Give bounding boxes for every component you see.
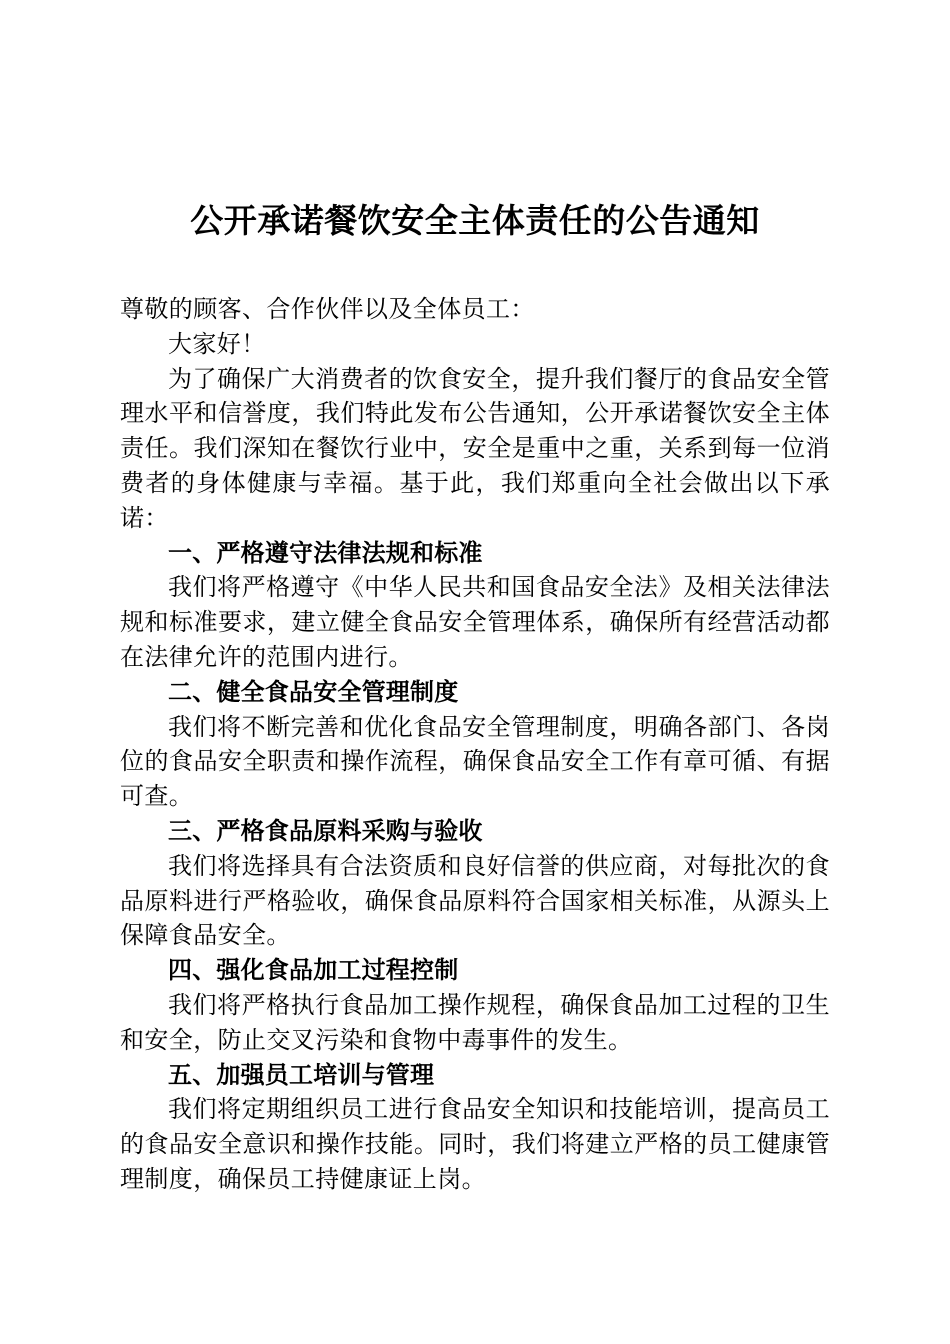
section-heading-3: 三、严格食品原料采购与验收: [168, 816, 483, 845]
greeting: 大家好！: [168, 329, 266, 358]
document-title: 公开承诺餐饮安全主体责任的公告通知: [190, 201, 760, 240]
document-body: [120, 292, 830, 1197]
section-heading-1: 一、严格遵守法律法规和标准: [168, 538, 483, 567]
section-paragraph-2: 我们将不断完善和优化食品安全管理制度，明确各部门、各岗位的食品安全职责和操作流程，确保食品安全工作有章可循、有据可查。: [120, 712, 830, 811]
section-heading-2: 二、健全食品安全管理制度: [168, 677, 459, 706]
salutation: 尊敬的顾客、合作伙伴以及全体员工：: [120, 295, 535, 323]
section-paragraph-4: 我们将严格执行食品加工操作规程，确保食品加工过程的卫生和安全，防止交叉污染和食物中毒事件的发生。: [120, 990, 830, 1054]
section-paragraph-5: 我们将定期组织员工进行食品安全知识和技能培训，提高员工的食品安全意识和操作技能。同时，我们将建立严格的员工健康管理制度，确保员工持健康证上岗。: [120, 1095, 830, 1193]
section-heading-5: 五、加强员工培训与管理: [168, 1060, 435, 1089]
section-heading-4: 四、强化食品加工过程控制: [168, 956, 459, 985]
intro-paragraph: 为了确保广大消费者的饮食安全，提升我们餐厅的食品安全管理水平和信誉度，我们特此发布公告通知，公开承诺餐饮安全主体责任。我们深知在餐饮行业中，安全是重中之重，关系到每一位消费者的身体健康与幸福。基于此，我们郑重向全社会做出以下承诺：: [120, 364, 830, 532]
section-paragraph-3: 我们将选择具有合法资质和良好信誉的供应商，对每批次的食品原料进行严格验收，确保食品原料符合国家相关标准，从源头上保障食品安全。: [120, 851, 830, 950]
section-paragraph-1: 我们将严格遵守《中华人民共和国食品安全法》及相关法律法规和标准要求，建立健全食品安全管理体系，确保所有经营活动都在法律允许的范围内进行。: [120, 573, 830, 671]
